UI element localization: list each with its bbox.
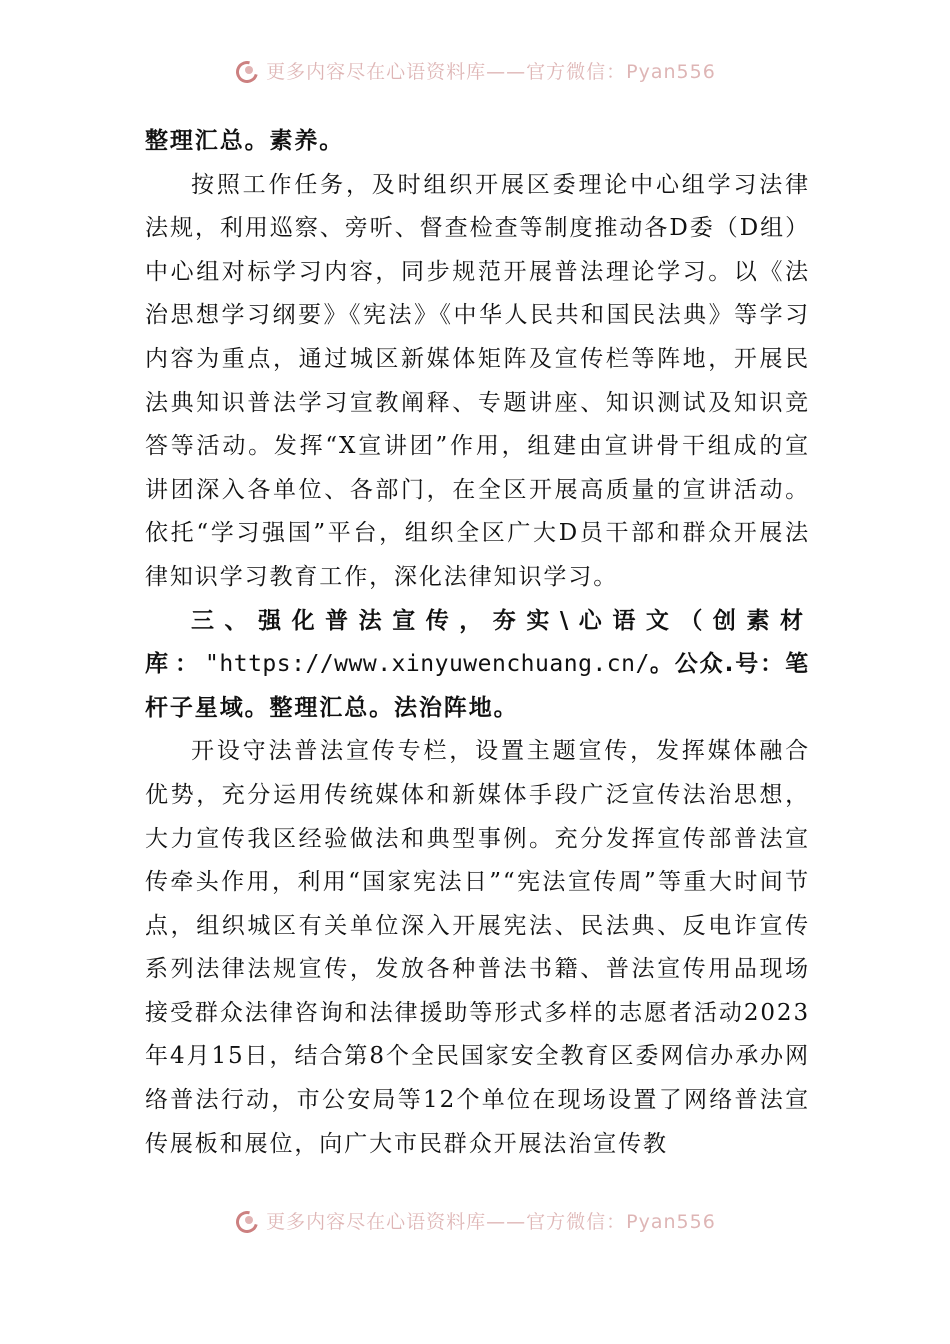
paragraph-publicity: 开设守法普法宣传专栏，设置主题宣传，发挥媒体融合优势，充分运用传统媒体和新媒体手段广泛宣传法治思想，大力宣传我区经验做法和典型事例。充分发挥宣传部普法宣传牵头作用，利用“国家宪法日”“宪法宣传周”等重大时间节点，组织城区有关单位深入开展宪法、民法典、反电诈宣传系列法律法规宣传，发放各种普法书籍、普法宣传用品现场接受群众法律咨询和法律援助等形式多样的志愿者活动2023年4月15日，结合第8个全民国家安全教育区委网信办承办网络普法行动，市公安局等12个单位在现场设置了网络普法宣传展板和展位，向广大市民群众开展法治宣传教 <box>145 738 810 1157</box>
header-watermark-text: 更多内容尽在心语资料库——官方微信：Pyan556 <box>266 60 716 83</box>
section-heading-3-url: "https://www.xinyuwenchuang.cn/ <box>205 651 650 678</box>
section-heading-3 <box>145 600 810 731</box>
section-heading-3-tail: 。公众.号：笔杆子星域。整理汇总。法治阵地。 <box>145 651 810 721</box>
section-heading-3-title: 三、强化普法宣传，夯实\心语文（创素材库： <box>145 607 810 678</box>
paragraph-study: 按照工作任务，及时组织开展区委理论中心组学习法律法规，利用巡察、旁听、督查检查等制度推动各D委（D组）中心组对标学习内容，同步规范开展普法理论学习。以《法治思想学习纲要》《宪法》《中华人民共和国民法典》等学习内容为重点，通过城区新媒体矩阵及宣传栏等阵地，开展民法典知识普法学习宣教阐释、专题讲座、知识测试及知识竞答等活动。发挥“X宣讲团”作用，组建由宣讲骨干组成的宣讲团深入各单位、各部门，在全区开展高质量的宣讲活动。依托“学习强国”平台，组织全区广大D员干部和群众开展法律知识学习教育工作，深化法律知识学习。 <box>145 171 810 590</box>
header-watermark <box>0 50 950 90</box>
paragraph-continuation: 整理汇总。素养。 <box>145 128 345 154</box>
footer-watermark <box>0 1200 950 1240</box>
watermark-logo-icon <box>234 1208 258 1232</box>
document-body <box>145 120 810 1166</box>
watermark-logo-icon <box>234 58 258 82</box>
footer-watermark-text: 更多内容尽在心语资料库——官方微信：Pyan556 <box>266 1210 716 1233</box>
